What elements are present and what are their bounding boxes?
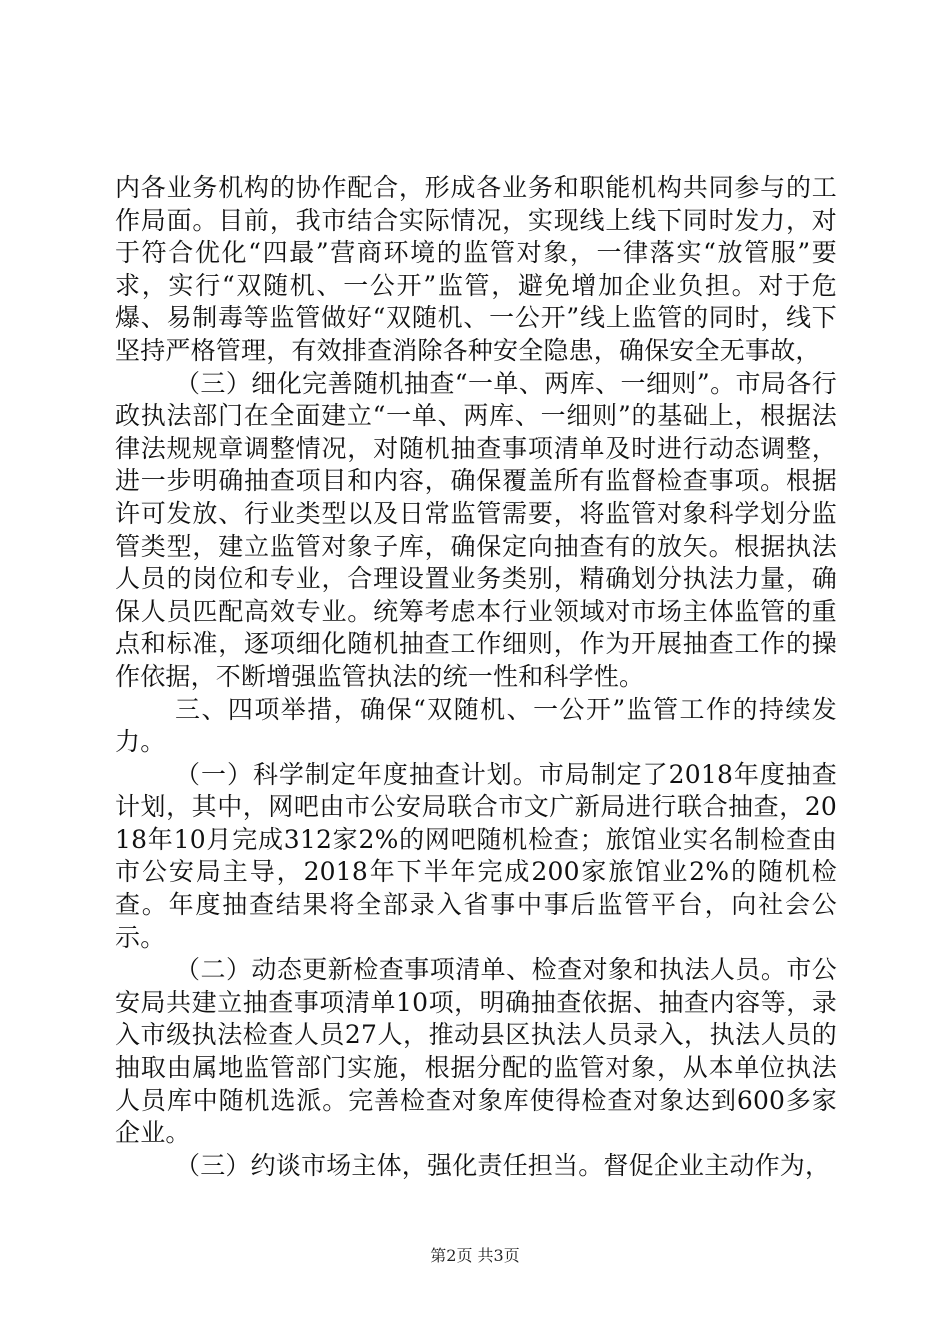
paragraph-section-3-detail: （三）细化完善随机抽查“一单、两库、一细则”。市局各行政执法部门在全面建立“一单、两库、一细则”的基础上，根据法律法规规章调整情况，对随机抽查事项清单及时进行动态调整，进一步明确抽查项目和内容，确保覆盖所有监督检查事项。根据许可发放、行业类型以及日常监管需要，将监管对象科学划分监管类型，建立监管对象子库，确保定向抽查有的放矢。根据执法人员的岗位和专业，合理设置业务类别，精确划分执法力量，确保人员匹配高效专业。统筹考虑本行业领域对市场主体监管的重点和标准，逐项细化随机抽查工作细则，作为开展抽查工作的操作依据，不断增强监管执法的统一性和科学性。 [115,368,837,691]
paragraph-dynamic-update: （二）动态更新检查事项清单、检查对象和执法人员。市公安局共建立抽查事项清单10项，明确抽查依据、抽查内容等，录入市级执法检查人员27人，推动县区执法人员录入，执法人员的抽取由属地监管部门实施，根据分配的监管对象，从本单位执法人员库中随机选派。完善检查对象库使得检查对象达到600多家企业。 [115,955,837,1148]
paragraph-annual-plan: （一）科学制定年度抽查计划。市局制定了2018年度抽查计划，其中，网吧由市公安局联合市文广新局进行联合抽查，2018年10月完成312家2%的网吧随机检查；旅馆业实名制检查由市公安局主导，2018年下半年完成200家旅馆业2%的随机检查。年度抽查结果将全部录入省事中事后监管平台，向社会公示。 [115,759,837,952]
page-footer: 第2页 共3页 [430,1246,520,1265]
paragraph-continuation: 内各业务机构的协作配合，形成各业务和职能机构共同参与的工作局面。目前，我市结合实际情况，实现线上线下同时发力，对于符合优化“四最”营商环境的监管对象，一律落实“放管服”要求，实行“双随机、一公开”监管，避免增加企业负担。对于危爆、易制毒等监管做好“双随机、一公开”线上监管的同时，线下坚持严格管理，有效排查消除各种安全隐患，确保安全无事故， [115,173,837,365]
document-body [115,172,837,1182]
paragraph-interview-entities: （三）约谈市场主体，强化责任担当。督促企业主动作为， [175,1150,831,1180]
paragraph-heading-four-measures: 三、四项举措，确保“双随机、一公开”监管工作的持续发力。 [115,694,837,757]
